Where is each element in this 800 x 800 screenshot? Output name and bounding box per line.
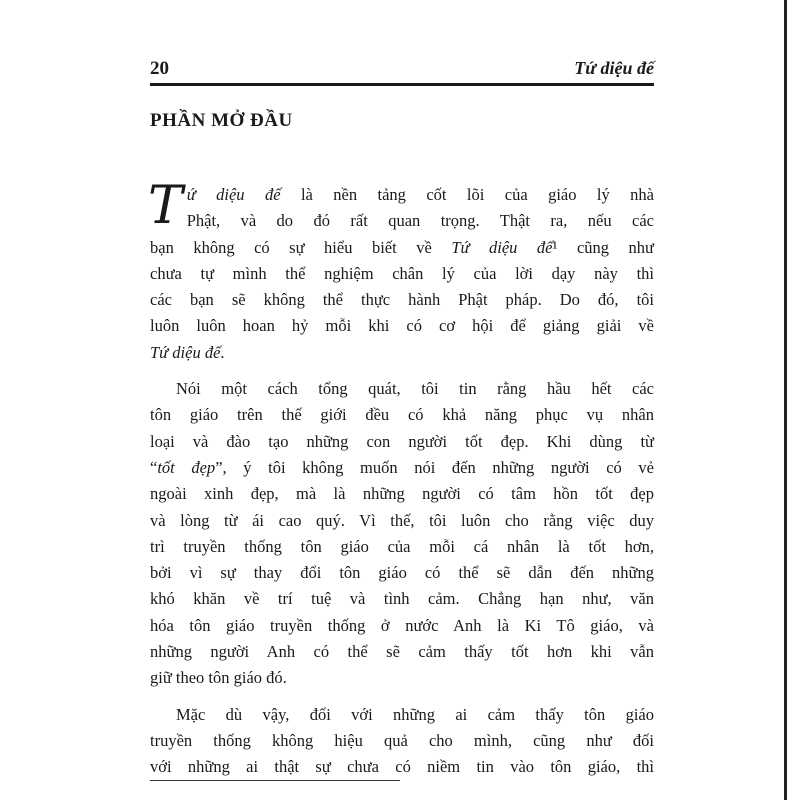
text-line: truyền thống không hiệu quả cho mình, cũng như đối [150, 730, 654, 750]
text-line: trì truyền thống tôn giáo của mỗi cá nhân là tốt hơn, [150, 536, 654, 556]
emphasis: Tứ diệu đế [451, 237, 553, 257]
text-line: luôn luôn hoan hỷ mỗi khi có cơ hội để giảng giải về [150, 316, 654, 336]
text-line: những người Anh có thể sẽ cảm thấy tốt hơn khi vẫn [150, 642, 654, 662]
text-line: và lòng từ ái cao quý. Vì thế, tôi luôn cho rằng việc duy [150, 510, 654, 530]
text-line: Mặc dù vậy, đối với những ai cảm thấy tôn giáo [176, 704, 654, 724]
paragraph-3 [150, 702, 654, 781]
text-line: các bạn sẽ không thể thực hành Phật pháp. Do đó, tôi [150, 290, 654, 310]
emphasis: ứ diệu đế [186, 185, 281, 204]
text-line: loại và đào tạo những con người tốt đẹp. Khi dùng từ [150, 431, 654, 451]
page-edge [784, 0, 787, 800]
text-line: hóa tôn giáo truyền thống ở nước Anh là Ki Tô giáo, và [150, 615, 654, 635]
drop-cap: T [148, 176, 183, 236]
text-line [150, 455, 654, 481]
page-header [150, 58, 654, 80]
chapter-title: PHẦN MỞ ĐẦU [150, 110, 293, 131]
text-line: Nói một cách tổng quát, tôi tin rằng hầu hết các [176, 379, 654, 399]
text-line: chưa tự mình thể nghiệm chân lý của lời dạy này thì [150, 263, 654, 283]
text-line [150, 182, 654, 208]
text-run: “ [150, 457, 158, 477]
text-run: ¹ cũng như [552, 237, 655, 257]
text-run: bạn không có sự hiểu biết về [150, 237, 452, 257]
running-title: Tứ diệu đế [574, 58, 654, 78]
emphasis: Tứ diệu đế [150, 342, 221, 362]
emphasis: tốt đẹp [157, 457, 216, 477]
text-line: với những ai thật sự chưa có niềm tin vào tôn giáo, thì [150, 757, 654, 777]
text-run: là nền tảng cốt lõi của giáo lý nhà [280, 185, 654, 204]
text-line: khó khăn về trí tuệ và tình cảm. Chẳng hạn như, văn [150, 589, 654, 609]
page-number: 20 [150, 58, 169, 79]
body-text [148, 176, 655, 791]
text-run: ”, ý tôi không muốn nói đến những người có vẻ [215, 457, 654, 477]
header-rule [150, 83, 654, 86]
text-line: giữ theo tôn giáo đó. [150, 668, 287, 688]
text-line: ngoài xinh đẹp, mà là những người có tâm hồn tốt đẹp [150, 484, 654, 504]
bottom-rule [150, 780, 400, 781]
text-line: bởi vì sự thay đổi tôn giáo có thể sẽ dẫn đến những [150, 563, 654, 583]
text-line: tôn giáo trên thế giới đều có khả năng phục vụ nhân [150, 405, 654, 425]
text-line: Phật, và do đó rất quan trọng. Thật ra, nếu các [186, 211, 654, 231]
text-line [150, 235, 654, 261]
text-run: . [220, 342, 225, 362]
paragraph-2 [150, 376, 654, 692]
paragraph-1 [148, 176, 655, 366]
text-line [150, 340, 654, 366]
